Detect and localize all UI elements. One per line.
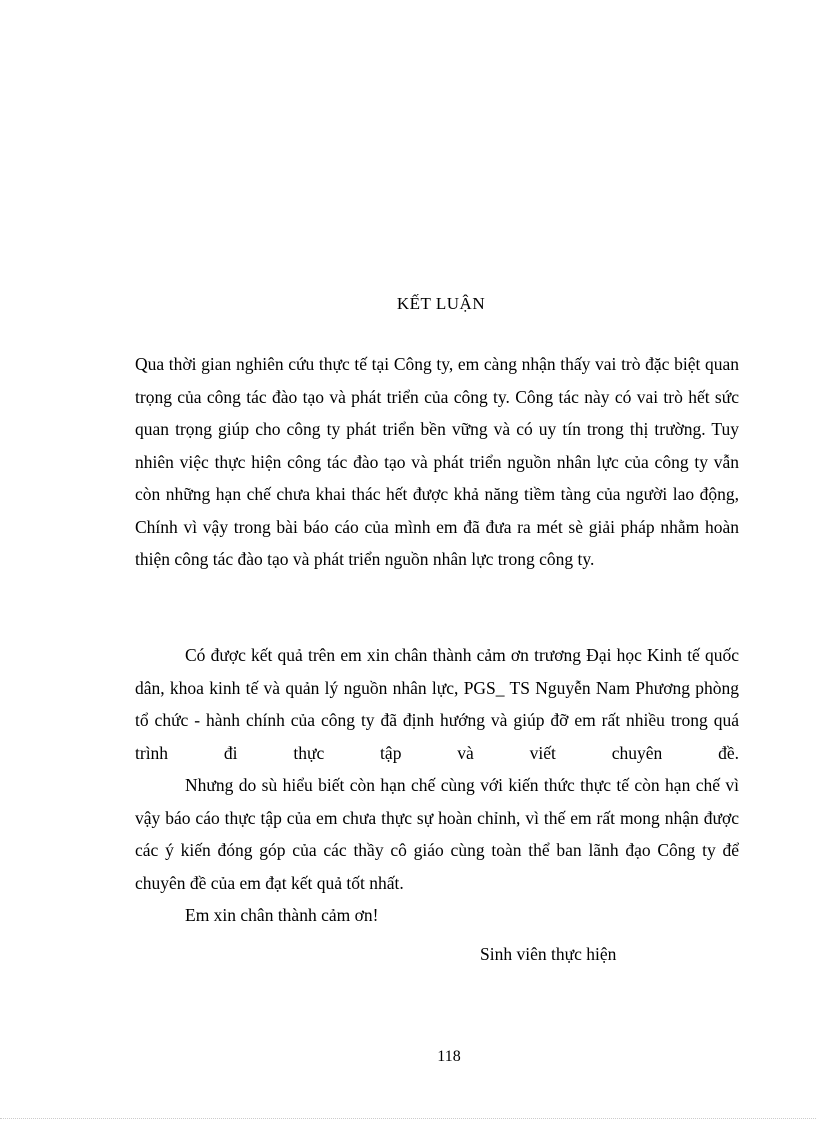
paragraph-closing: Em xin chân thành cảm ơn!: [185, 905, 379, 925]
paragraph-limitations: Nhưng do sù hiểu biết còn hạn chế cùng với kiến thức thực tế còn hạn chế vì vậy báo cáo thực tập của em chưa thực sự hoàn chỉnh, vì thế em rất mong nhận được các ý kiến đóng góp của các thầy cô giáo cùng toàn thể ban lãnh đạo Công ty để chuyên đề của em đạt kết quả tốt nhất.: [135, 775, 739, 893]
conclusion-section: [135, 348, 739, 576]
page-number: 118: [437, 1048, 461, 1065]
paragraph-thanks: Có được kết quả trên em xin chân thành cảm ơn trương Đại học Kinh tế quốc dân, khoa kinh tế và quản lý nguồn nhân lực, PGS_ TS Nguyễn Nam Phương phòng tổ chức - hành chính của công ty đã định hướng và giúp đỡ em rất nhiều trong quá trình đi thực tập và viết chuyên đề.: [135, 645, 739, 763]
signature-label: Sinh viên thực hiện: [480, 944, 617, 964]
page-title: KẾT LUẬN: [396, 294, 486, 313]
page-bottom-divider: [0, 1118, 816, 1119]
acknowledgement-section: [135, 639, 739, 932]
paragraph-intro: Qua thời gian nghiên cứu thực tế tại Công ty, em càng nhận thấy vai trò đặc biệt quan trọng của công tác đào tạo và phát triển của công ty. Công tác này có vai trò hết sức quan trọng giúp cho công ty phát triển bền vững và có uy tín trong thị trường. Tuy nhiên việc thực hiện công tác đào tạo và phát triển nguồn nhân lực của công ty vẫn còn những hạn chế chưa khai thác hết được khả năng tiềm tàng của người lao động, Chính vì vậy trong bài báo cáo của mình em đã đưa ra mét sè giải pháp nhằm hoàn thiện công tác đào tạo và phát triển nguồn nhân lực trong công ty.: [135, 354, 739, 569]
